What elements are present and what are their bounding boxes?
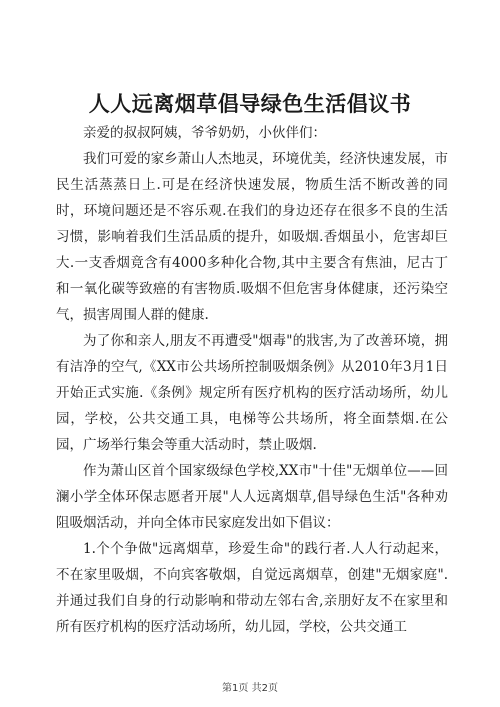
body-paragraph-4: 1.个个争做"远离烟草，珍爱生命"的践行者.人人行动起来，不在家里吸烟，不向宾客敬烟，自觉远离烟草，创建"无烟家庭".并通过我们自身的行动影响和带动左邻右舍,亲朋好友不在家里和所有医疗机构的医疗活动场所，幼儿园，学校，公共交通工: [56, 541, 448, 635]
page-footer: 第1页 共2页: [222, 683, 278, 694]
document-body: [56, 120, 448, 640]
body-paragraph-3: 作为萧山区首个国家级绿色学校,XX市"十佳"无烟单位——回澜小学全体环保志愿者开展"人人远离烟草,倡导绿色生活"各种劝阻吸烟活动，并向全体市民家庭发出如下倡议：: [56, 463, 448, 531]
greeting-paragraph: 亲爱的叔叔阿姨，爷爷奶奶，小伙伴们：: [83, 125, 326, 141]
document-title: 人人远离烟草倡导绿色生活倡议书: [88, 91, 412, 116]
body-paragraph-1: 我们可爱的家乡萧山人杰地灵，环境优美，经济快速发展，市民生活蒸蒸日上.可是在经济快速发展，物质生活不断改善的同时，环境问题还是不容乐观.在我们的身边还存在很多不良的生活习惯，影响着我们生活品质的提升，如吸烟.香烟虽小，危害却巨大.一支香烟竟含有4000多种化合物,其中主要含有焦油，尼古丁和一氧化碳等致癌的有害物质.吸烟不但危害身体健康，还污染空气，损害周围人群的健康.: [56, 151, 448, 323]
body-paragraph-2: 为了你和亲人,朋友不再遭受"烟毒"的戕害,为了改善环境，拥有洁净的空气,《XX市公共场所控制吸烟条例》从2010年3月1日开始正式实施.《条例》规定所有医疗机构的医疗活动场所，幼儿园，学校，公共交通工具，电梯等公共场所，将全面禁烟.在公园，广场举行集会等重大活动时，禁止吸烟.: [56, 333, 448, 453]
